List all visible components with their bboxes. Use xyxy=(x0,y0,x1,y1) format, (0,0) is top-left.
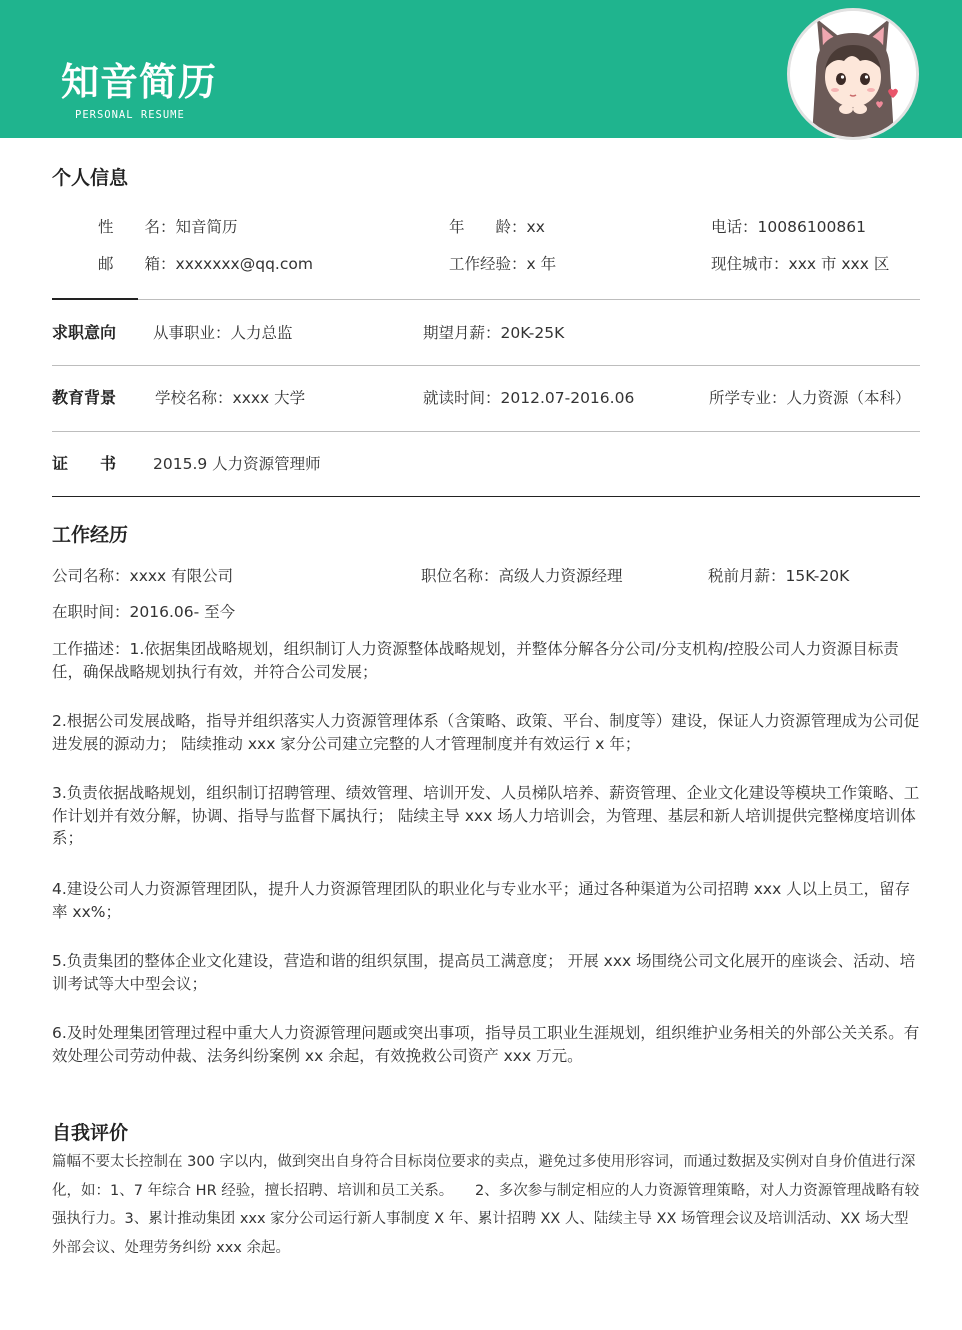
work-desc-5: 5.负责集团的整体企业文化建设，营造和谐的组织氛围，提高员工满意度； 开展 xxx 场围绕公司文化展开的座谈会、活动、培训考试等大中型会议； xyxy=(52,952,916,993)
school-value: xxxx 大学 xyxy=(232,389,306,407)
phone-value: 10086100861 xyxy=(757,218,866,236)
name-label: 性 名： xyxy=(98,218,176,236)
period-label: 在职时间： xyxy=(52,603,130,621)
age-label: 年 龄： xyxy=(449,218,527,236)
position-value: 高级人力资源经理 xyxy=(498,567,623,585)
avatar-illustration xyxy=(790,11,916,137)
phone-label: 电话： xyxy=(711,218,758,236)
brand-subtitle: PERSONAL RESUME xyxy=(75,109,185,121)
major-label: 所学专业： xyxy=(709,389,787,407)
study-time-field xyxy=(423,387,634,409)
email-value: xxxxxxx@qq.com xyxy=(175,255,313,273)
company-value: xxxx 有限公司 xyxy=(129,567,234,585)
period-field xyxy=(52,601,235,623)
avatar xyxy=(787,8,919,140)
pay-field xyxy=(708,565,849,587)
education-label: 教育背景 xyxy=(52,388,117,407)
email-label: 邮 箱： xyxy=(98,255,176,273)
job-label: 从事职业： xyxy=(153,324,231,342)
email-field xyxy=(98,253,313,275)
experience-label: 工作经验： xyxy=(449,255,527,273)
position-label: 职位名称： xyxy=(421,567,499,585)
major-field xyxy=(709,387,911,409)
certificate-label: 证 书 xyxy=(52,454,117,473)
work-desc-1: 工作描述：1.依据集团战略规划，组织制订人力资源整体战略规划，并整体分解各分公司/分支机构/控股公司人力资源目标责任，确保战略规划执行有效，并符合公司发展； xyxy=(52,640,899,681)
city-label: 现住城市： xyxy=(711,255,789,273)
divider xyxy=(52,431,920,432)
job-value: 人力总监 xyxy=(230,324,293,342)
city-field xyxy=(711,253,889,275)
brand-title: 知音简历 xyxy=(61,60,218,104)
job-field xyxy=(153,322,293,344)
certificate-value: 2015.9 人力资源管理师 xyxy=(153,455,321,473)
school-label: 学校名称： xyxy=(155,389,233,407)
work-desc-4: 4.建设公司人力资源管理团队，提升人力资源管理团队的职业化与专业水平；通过各种渠道为公司招聘 xxx 人以上员工，留存率 xx%； xyxy=(52,880,911,921)
self-eval-heading: 自我评价 xyxy=(52,1122,129,1144)
pay-value: 15K-20K xyxy=(785,567,850,585)
work-heading: 工作经历 xyxy=(52,524,129,546)
company-field xyxy=(52,565,233,587)
period-value: 2016.06- 至今 xyxy=(129,603,236,621)
work-desc-2: 2.根据公司发展战略，指导并组织落实人力资源管理体系（含策略、政策、平台、制度等）建设，保证人力资源管理成为公司促进发展的源动力； 陆续推动 xxx 家分公司建立完整的人才管理制度并有效运行 x 年； xyxy=(52,712,920,753)
salary-field xyxy=(423,322,564,344)
divider-accent xyxy=(52,298,138,300)
work-desc-3: 3.负责依据战略规划，组织制订招聘管理、绩效管理、培训开发、人员梯队培养、薪资管理、企业文化建设等模块工作策略、工作计划并有效分解，协调、指导与监督下属执行； 陆续主导 xxx 场人力培训会，为管理、基层和新人培训提供完整梯度培训体系； xyxy=(52,784,920,847)
city-value: xxx 市 xxx 区 xyxy=(788,255,890,273)
personal-info-heading: 个人信息 xyxy=(52,167,129,189)
study-time-value: 2012.07-2016.06 xyxy=(500,389,635,407)
pay-label: 税前月薪： xyxy=(708,567,786,585)
age-value: xx xyxy=(526,218,545,236)
phone-field xyxy=(711,216,866,238)
major-value: 人力资源（本科） xyxy=(786,389,911,407)
school-field xyxy=(155,387,305,409)
divider-strong xyxy=(52,496,920,497)
position-field xyxy=(421,565,623,587)
divider xyxy=(52,365,920,366)
intention-label: 求职意向 xyxy=(52,323,117,342)
divider xyxy=(52,299,920,300)
study-time-label: 就读时间： xyxy=(423,389,501,407)
work-desc-6: 6.及时处理集团管理过程中重大人力资源管理问题或突出事项，指导员工职业生涯规划，组织维护业务相关的外部公关关系。有效处理公司劳动仲裁、法务纠纷案例 xx 余起，有效挽救公司资产 xxx 万元。 xyxy=(52,1024,920,1065)
name-field xyxy=(98,216,238,238)
company-label: 公司名称： xyxy=(52,567,130,585)
experience-field xyxy=(449,253,556,275)
salary-label: 期望月薪： xyxy=(423,324,501,342)
name-value: 知音简历 xyxy=(175,218,238,236)
age-field xyxy=(449,216,545,238)
salary-value: 20K-25K xyxy=(500,324,565,342)
self-eval-text: 篇幅不要太长控制在 300 字以内，做到突出自身符合目标岗位要求的卖点，避免过多使用形容词，而通过数据及实例对自身价值进行深化，如：1、7 年综合 HR 经验，擅长招聘、培训和员工关系。 2、多次参与制定相应的人力资源管理策略，对人力资源管理战略有较强执行力。3、累计推动集团 xxx 家分公司运行新人事制度 X 年、累计招聘 XX 人、陆续主导 XX 场管理会议及培训活动、XX 场大型外部会议、处理劳务纠纷 xxx 余起。 xyxy=(52,1154,920,1256)
experience-value: x 年 xyxy=(526,255,557,273)
